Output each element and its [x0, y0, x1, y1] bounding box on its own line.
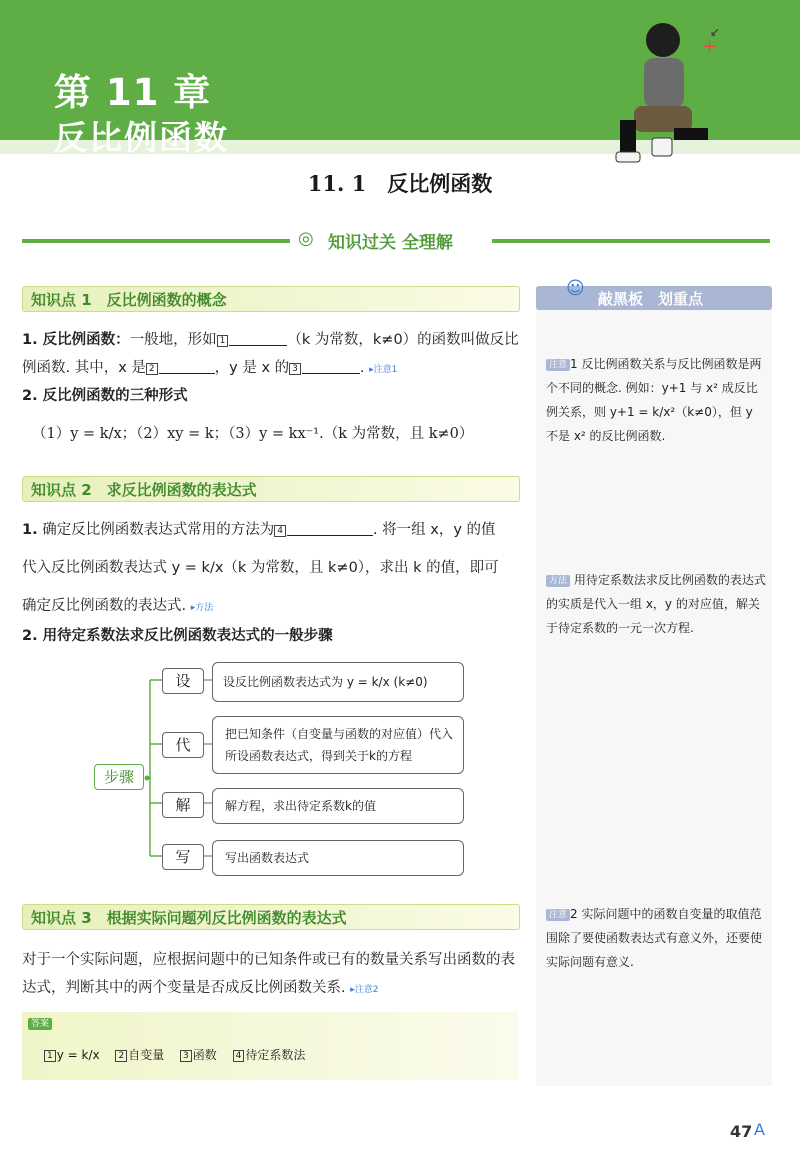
answer-label: 答案 — [28, 1018, 52, 1030]
sidebar-note1: 注意 1 反比例函数关系与反比例函数是两个不同的概念. 例如：y+1 与 x² 成反比例关系，则 y+1 = k/x²（k≠0），但 y 不是 x² 的反比例函数. — [546, 357, 762, 443]
flow-step-key: 写 — [162, 844, 204, 870]
kp2-item1-end: 确定反比例函数的表达式. ▸方法 — [22, 598, 214, 614]
kp3-text: 对于一个实际问题，应根据问题中的已知条件或已有的数量关系写出函数的表达式，判断其中的两个变量是否成反比例函数关系. ▸注意2 — [22, 952, 515, 996]
kp2-title: 知识点 2 求反比例函数的表达式 — [31, 481, 257, 499]
kp2-item1-cont: 代入反比例函数表达式 y = k/x（k 为常数，且 k≠0），求出 k 的值，即可 — [22, 560, 499, 576]
student-illustration — [598, 10, 728, 165]
sidebar — [536, 278, 772, 1086]
kp3-title: 知识点 3 根据实际问题列反比例函数的表达式 — [31, 909, 347, 927]
knowledge-banner — [22, 226, 770, 256]
sidebar-method: 方法 用待定系数法求反比例函数的表达式的实质是代入一组 x，y 的对应值，解关于待定系数的一元一次方程. — [546, 573, 766, 635]
page-corner-icon: A — [754, 1120, 765, 1139]
kp3-bar — [22, 904, 520, 930]
kp1-forms: （1）y = k/x；（2）xy = k；（3）y = kx⁻¹.（k 为常数，且 k≠0） — [32, 426, 474, 442]
chapter-number: 第 11 章 — [54, 71, 212, 114]
chapter-title: 反比例函数 — [54, 118, 229, 157]
banner-text: 知识过关 全理解 — [328, 233, 453, 253]
sidebar-note2: 注意 2 实际问题中的函数自变量的取值范围除了要使函数表达式有意义外，还要使实际问题有意义. — [546, 907, 763, 969]
banner-swirl-icon: ◎ — [298, 228, 314, 249]
banner-line-right — [492, 239, 770, 243]
kp1-item1-cont: 例函数. 其中，x 是 2 ，y 是 x 的 3 . ▸注意1 — [22, 360, 398, 376]
section-title: 11. 1 反比例函数 — [307, 171, 493, 196]
flow-step-box: 设反比例函数表达式为 y = k/x (k≠0) — [212, 662, 464, 702]
svg-text:+: + — [702, 36, 718, 57]
flow-step-box: 写出函数表达式 — [212, 840, 464, 876]
teacher-icon: ☺ — [566, 278, 585, 299]
kp2-item2: 2. 用待定系数法求反比例函数表达式的一般步骤 — [22, 628, 333, 644]
kp1-item2: 2. 反比例函数的三种形式 — [22, 388, 188, 404]
sidebar-header-text: 敲黑板 划重点 — [598, 290, 704, 308]
kp1-item1: 1. 反比例函数：一般地，形如 1 （k 为常数，k≠0）的函数叫做反比 — [22, 332, 519, 348]
flow-step-key: 解 — [162, 792, 204, 818]
flow-step-box: 解方程，求出待定系数k的值 — [212, 788, 464, 824]
flow-step-key: 设 — [162, 668, 204, 694]
banner-line-left — [22, 239, 290, 243]
flow-root: 步骤 — [94, 764, 144, 790]
flow-step-key: 代 — [162, 732, 204, 758]
answer-items: 1 y = k/x 2 自变量 3 函数 4 待定系数法 — [44, 1046, 305, 1063]
page-number: 47 — [730, 1122, 753, 1141]
kp1-bar — [22, 286, 520, 312]
kp1-title: 知识点 1 反比例函数的概念 — [31, 291, 227, 309]
svg-text:↙: ↙ — [710, 25, 721, 39]
flow-step-box: 把已知条件（自变量与函数的对应值）代入所设函数表达式，得到关于k的方程 — [212, 716, 464, 774]
answer-box — [22, 1012, 518, 1080]
kp2-bar — [22, 476, 520, 502]
sidebar-header — [536, 278, 772, 310]
kp2-item1: 1. 确定反比例函数表达式常用的方法为 4 . 将一组 x，y 的值 — [22, 522, 496, 538]
